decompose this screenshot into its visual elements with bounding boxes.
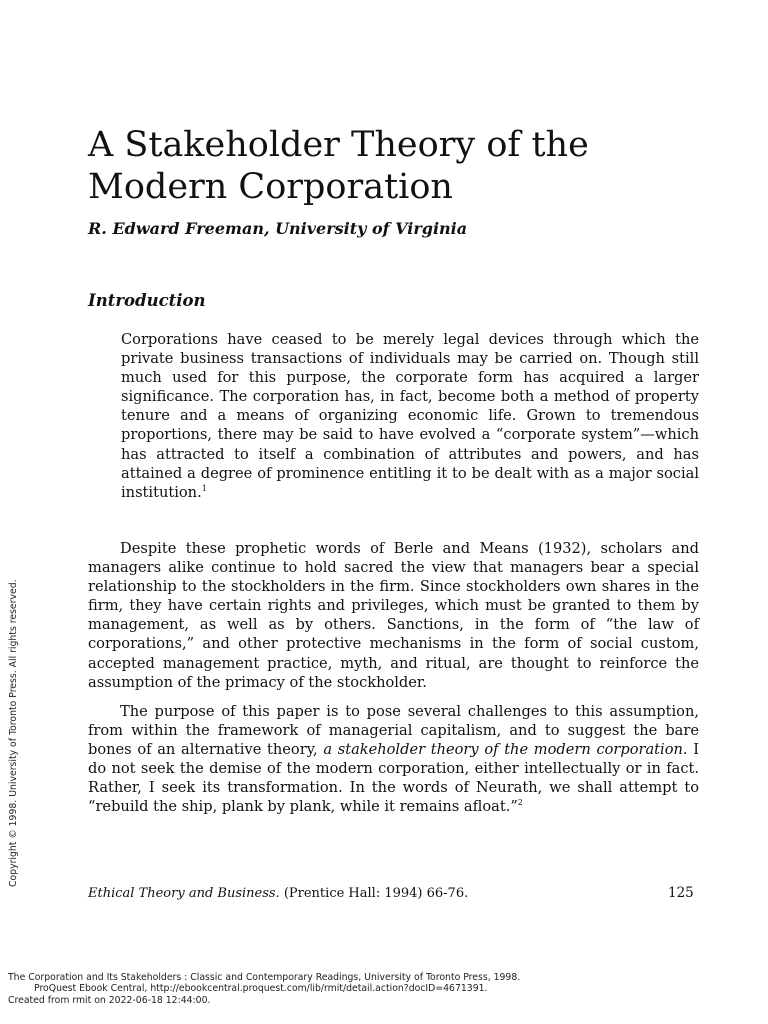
title-line-2: Modern Corporation	[88, 167, 453, 207]
body-paragraph-2	[88, 702, 699, 817]
paragraph-text: I do not seek the demise of the modern corporation, either intellectually or in fact. Rather, I seek its transformation. In the words of Neurath, we shall attempt to “rebuild the ship, plank by plank, while it remains afloat.”	[88, 741, 699, 816]
body-paragraph-1: Despite these prophetic words of Berle and Means (1932), scholars and managers alike continue to hold sacred the view that managers bear a special relationship to the stockholders in the firm. Since stockholders own shares in the firm, they have certain rights and privileges, which must be granted to them by management, as well as by others. Sanctions, in the form of “the law of corporations,” and other protective mechanisms in the form of social custom, accepted management practice, myth, and ritual, are thought to reinforce the assumption of the primacy of the stockholder.	[88, 540, 699, 691]
footer-line-2[interactable]: ProQuest Ebook Central, http://ebookcentral.proquest.com/lib/rmit/detail.action?docID=4671391.	[34, 983, 488, 995]
footer-line-3: Created from rmit on 2022-06-18 12:44:00.	[8, 994, 211, 1006]
book-title: Ethical Theory and Business.	[88, 886, 280, 901]
citation-details: (Prentice Hall: 1994) 66-76.	[279, 886, 469, 901]
page-number: 125	[668, 885, 694, 901]
paragraph-text: The purpose of this paper is to pose several challenges to this assumption, from within the framework of managerial capitalism, and to suggest the bare bones of an alternative theory,	[88, 703, 699, 759]
section-heading: Introduction	[88, 291, 206, 310]
article-title	[88, 124, 728, 208]
footnote-marker: 1	[201, 483, 207, 493]
title-line-1: A Stakeholder Theory of the	[88, 125, 589, 165]
source-citation	[88, 885, 468, 903]
author-byline: R. Edward Freeman, University of Virginia	[88, 219, 468, 238]
quote-text: Corporations have ceased to be merely legal devices through which the private business transactions of individuals may be carried on. Though still much used for this purpose, the corporate form has acquired a larger significance. The corporation has, in fact, become both a method of property tenure and a means of organizing economic life. Grown to tremendous proportions, there may be said to have evolved a “corporate system”—which has attracted to itself a combination of attributes and powers, and has attained a degree of prominence entitling it to be dealt with as a major social institution.	[121, 331, 699, 501]
footnote-marker: 2	[517, 798, 523, 808]
block-quote	[121, 330, 699, 502]
copyright-notice: Copyright © 1998. University of Toronto Press. All rights reserved.	[8, 579, 19, 887]
ebook-footer	[8, 972, 520, 1006]
footer-line-1: The Corporation and Its Stakeholders : Classic and Contemporary Readings, University of Toronto Press, 1998.	[8, 972, 521, 983]
emphasized-term: a stakeholder theory of the modern corporation.	[323, 741, 688, 759]
